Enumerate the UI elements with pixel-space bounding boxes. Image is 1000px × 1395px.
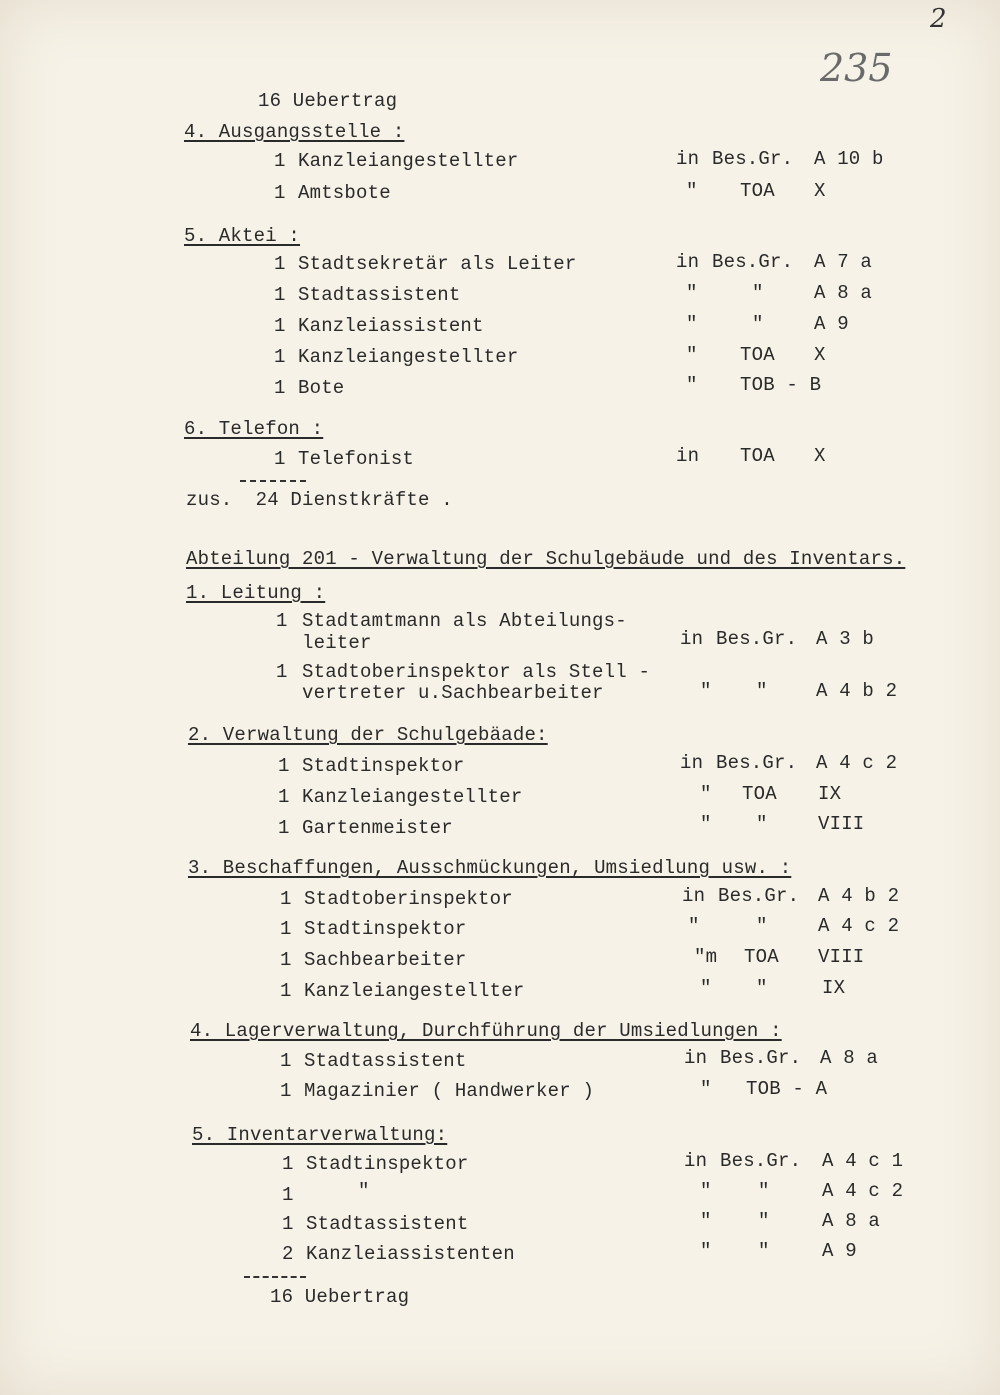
- row-c3: A 4 c 1: [822, 1150, 904, 1172]
- row-qty: 1: [280, 918, 292, 940]
- row-c2: Bes.Gr.: [716, 752, 798, 774]
- row-name: Stadtassistent: [298, 284, 461, 306]
- row-c1: ": [700, 1078, 712, 1100]
- row-c3: A 4 c 2: [818, 915, 900, 937]
- row-name: Stadtamtmann als Abteilungs-: [302, 610, 627, 632]
- row-c3: A 4 c 2: [816, 752, 898, 774]
- section-heading: 4. Ausgangsstelle :: [184, 121, 405, 143]
- row-c2: Bes.Gr.: [718, 885, 800, 907]
- row-name: Kanzleiassistenten: [306, 1243, 515, 1265]
- section-heading: 1. Leitung :: [186, 582, 326, 604]
- row-qty: 1: [280, 1050, 292, 1072]
- row-name: Kanzleiangestellter: [304, 980, 525, 1002]
- divider: [244, 1276, 306, 1278]
- row-c2: TOB - A: [746, 1078, 828, 1100]
- row-c3: A 4 b 2: [816, 680, 898, 702]
- row-c1: ": [686, 313, 698, 335]
- section-heading: 3. Beschaffungen, Ausschmückungen, Umsiedlung usw. :: [188, 857, 792, 879]
- row-qty: 1: [274, 150, 286, 172]
- row-c3: IX: [822, 977, 846, 999]
- row-c2: TOA: [740, 180, 775, 202]
- bottom-carry: 16 Uebertrag: [270, 1286, 410, 1308]
- row-qty: 1: [280, 980, 292, 1002]
- row-qty: 1: [280, 1080, 292, 1102]
- row-qty: 1: [274, 448, 286, 470]
- row-qty: 1: [278, 786, 290, 808]
- row-name: Bote: [298, 377, 345, 399]
- row-qty: 1: [274, 284, 286, 306]
- row-c2: ": [756, 977, 768, 999]
- row-c2: ": [756, 680, 768, 702]
- row-c2: ": [758, 1210, 770, 1232]
- row-c3: X: [814, 344, 826, 366]
- row-c1: ": [700, 977, 712, 999]
- row-c1: ": [686, 282, 698, 304]
- section-heading: 5. Inventarverwaltung:: [192, 1124, 448, 1146]
- row-c3: A 8 a: [822, 1210, 881, 1232]
- row-name: Stadtassistent: [304, 1050, 467, 1072]
- section-heading: 5. Aktei :: [184, 225, 301, 247]
- row-name: Magazinier ( Handwerker ): [304, 1080, 595, 1102]
- row-c1: in: [676, 251, 700, 273]
- row-qty: 1: [282, 1184, 294, 1206]
- row-c1: ": [700, 783, 712, 805]
- row-qty: 1: [278, 755, 290, 777]
- row-name-cont: vertreter u.Sachbearbeiter: [302, 682, 604, 704]
- row-name: Telefonist: [298, 448, 415, 470]
- row-c2: ": [752, 282, 764, 304]
- row-c2: ": [756, 915, 768, 937]
- row-name: Kanzleiangestellter: [298, 346, 519, 368]
- section-heading: 2. Verwaltung der Schulgebäade:: [188, 724, 548, 746]
- row-c1: ": [700, 1210, 712, 1232]
- row-name: Stadtoberinspektor als Stell -: [302, 661, 651, 683]
- row-name: Stadtinspektor: [306, 1153, 469, 1175]
- row-c1: in: [680, 628, 704, 650]
- archive-number: 235: [820, 46, 893, 90]
- row-c3: A 4 b 2: [818, 885, 900, 907]
- row-name: Gartenmeister: [302, 817, 453, 839]
- row-name: Amtsbote: [298, 182, 391, 204]
- row-qty: 1: [274, 182, 286, 204]
- row-name: Kanzleiangestellter: [302, 786, 523, 808]
- row-c1: ": [686, 344, 698, 366]
- row-qty: 1: [276, 610, 288, 632]
- row-qty: 1: [274, 346, 286, 368]
- row-name: Stadtinspektor: [304, 918, 467, 940]
- row-c1: in: [680, 752, 704, 774]
- row-name: Stadtinspektor: [302, 755, 465, 777]
- row-name: Stadtsekretär als Leiter: [298, 253, 577, 275]
- row-qty: 1: [276, 661, 288, 683]
- total-line: zus. 24 Dienstkräfte .: [186, 489, 453, 511]
- row-c2: Bes.Gr.: [712, 148, 794, 170]
- row-c3: X: [814, 180, 826, 202]
- row-qty: 1: [274, 253, 286, 275]
- row-name-cont: leiter: [302, 632, 372, 654]
- row-c1: in: [684, 1150, 708, 1172]
- row-c2: TOA: [742, 783, 777, 805]
- row-qty: 1: [280, 888, 292, 910]
- row-c2: ": [756, 813, 768, 835]
- row-c1: ": [688, 915, 700, 937]
- row-c2: Bes.Gr.: [712, 251, 794, 273]
- top-carry: 16 Uebertrag: [258, 90, 398, 112]
- row-c2: TOA: [740, 445, 775, 467]
- row-c2: TOA: [744, 946, 779, 968]
- row-c1: ": [686, 180, 698, 202]
- department-heading: Abteilung 201 - Verwaltung der Schulgebäude und des Inventars.: [186, 548, 906, 570]
- row-c2: ": [758, 1240, 770, 1262]
- row-c2: ": [752, 313, 764, 335]
- row-name: Sachbearbeiter: [304, 949, 467, 971]
- row-name: Kanzleiassistent: [298, 315, 484, 337]
- row-qty: 1: [274, 315, 286, 337]
- row-c3: A 10 b: [814, 148, 884, 170]
- page-number: 2: [930, 4, 947, 34]
- section-heading: 4. Lagerverwaltung, Durchführung der Umsiedlungen :: [190, 1020, 782, 1042]
- row-name: Stadtassistent: [306, 1213, 469, 1235]
- row-c1: in: [676, 148, 700, 170]
- row-c2: Bes.Gr.: [716, 628, 798, 650]
- row-qty: 1: [282, 1213, 294, 1235]
- row-c3: A 7 a: [814, 251, 873, 273]
- row-c2: TOB - B: [740, 374, 822, 396]
- section-heading: 6. Telefon :: [184, 418, 324, 440]
- row-qty: 2: [282, 1243, 294, 1265]
- divider: [240, 480, 306, 482]
- row-c1: ": [700, 1240, 712, 1262]
- row-c1: in: [684, 1047, 708, 1069]
- row-c3: IX: [818, 783, 842, 805]
- row-name: Stadtoberinspektor: [304, 888, 513, 910]
- row-c3: VIII: [818, 813, 865, 835]
- row-name: ": [358, 1180, 370, 1202]
- row-qty: 1: [282, 1153, 294, 1175]
- row-c1: ": [700, 1180, 712, 1202]
- row-c1: ": [700, 813, 712, 835]
- row-c3: X: [814, 445, 826, 467]
- row-c2: TOA: [740, 344, 775, 366]
- row-c2: Bes.Gr.: [720, 1150, 802, 1172]
- row-qty: 1: [278, 817, 290, 839]
- row-c3: A 8 a: [814, 282, 873, 304]
- row-c3: A 3 b: [816, 628, 875, 650]
- row-c3: A 4 c 2: [822, 1180, 904, 1202]
- row-c1: ": [700, 680, 712, 702]
- row-c1: in: [676, 445, 700, 467]
- row-qty: 1: [274, 377, 286, 399]
- row-c3: A 9: [822, 1240, 857, 1262]
- row-c2: ": [758, 1180, 770, 1202]
- row-c3: A 9: [814, 313, 849, 335]
- row-c3: A 8 a: [820, 1047, 879, 1069]
- row-c1: "m: [694, 946, 718, 968]
- row-c2: Bes.Gr.: [720, 1047, 802, 1069]
- row-name: Kanzleiangestellter: [298, 150, 519, 172]
- row-c1: in: [682, 885, 706, 907]
- row-qty: 1: [280, 949, 292, 971]
- row-c1: ": [686, 374, 698, 396]
- row-c3: VIII: [818, 946, 865, 968]
